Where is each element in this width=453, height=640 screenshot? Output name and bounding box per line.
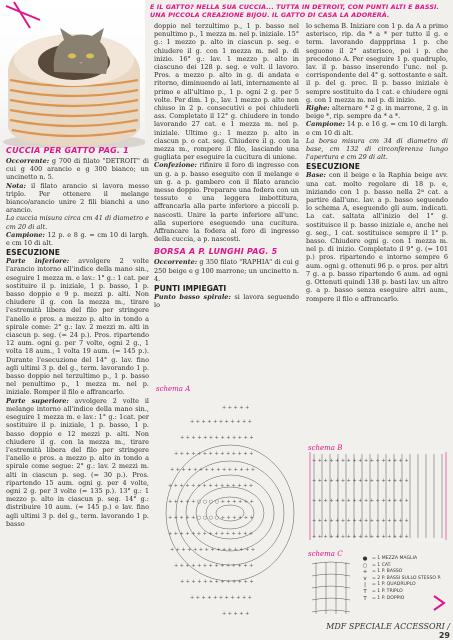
schema-c-chart [306, 558, 356, 618]
svg-text:+ + + + + ○ ○ ○ ○ + + + + + +: + + + + + ○ ○ ○ ○ + + + + + + [168, 515, 254, 521]
legend-symbol: | [364, 582, 366, 589]
svg-text:+ + + + + + + + + + + + +: + + + + + + + + + + + + + [180, 435, 254, 441]
footer-separator: / [444, 622, 450, 631]
punto-paragraph [154, 293, 299, 309]
legend-label: = 1 MEZZA MAGLIA [372, 556, 418, 561]
column-1 [6, 146, 149, 528]
misura-bag-text: La borsa misura cm 34 di diametro di base, cm 132 di circonferenza lungo l'apertura e cm 29 di alt. [306, 136, 448, 162]
confezione-label: Confezione: [154, 161, 197, 170]
svg-text:+ + + + + ○ ○ ○ ○ + + + + + +: + + + + + ○ ○ ○ ○ + + + + + + [168, 499, 254, 505]
next-page-arrow-icon [432, 594, 446, 612]
campione-bag-label: Campione: [306, 120, 345, 129]
occorrente-bag-label: Occorrente: [154, 258, 198, 267]
legend-symbol: T [363, 588, 367, 595]
schema-b-diagram [306, 452, 450, 546]
svg-text:+ + + + +: + + + + + [222, 611, 250, 617]
confezione-paragraph [154, 161, 299, 243]
legend-row [358, 582, 448, 589]
punto-label: Punto basso spirale: [154, 293, 231, 302]
svg-text:+ + + + + + + + + + +: + + + + + + + + + + + [190, 419, 252, 425]
occorrente-label: Occorrente: [6, 157, 50, 165]
legend-label: = 1 CAT. [372, 562, 392, 568]
column-3 [306, 22, 448, 303]
punti-heading: PUNTI IMPIEGATI [154, 284, 227, 294]
parte-inferiore-text: avvolgere 2 volte l'arancio intorno all'indice della mano sin., eseguire 1 mezza m. e lav.: 1° g.: 1 cat. per sostituire il p. iniziale, 1 p. basso, 1 p. basso doppio e 9 p. mezzi p. alti. Non chiudere il g. con la mezza m., tirare l'estremità libera del filo per stringere l'anello e pros. a mezzo p. alto in tondo a spirale come: 2° g.: lav. 2 mezzi m. alti in ciascun p. seg. (= 24 p.). Pros. ripartendo 12 aum. ogni g. per 7 volte, ogni 2 g., 1 volta 18 aum., 1 volta 19 aum. (= 145 p.). Durante l'esecuzione del 14° g. lav. fino agli ultimi 3 p. del g., term. lavorando 1 p. basso doppio nel terzultimo p., 1 p. basso nel penultimo p., 1 mezza m. nel p. iniziale. Romper il filo e affrancarlo. [6, 257, 149, 397]
legend-symbol: T [363, 595, 367, 602]
occorrente-bag-text: g 350 filato "RAPHIA" di cui g 250 beige e g 100 marrone; un uncinetto n. 4. [154, 258, 299, 283]
svg-text:+ + + + + + + + + + + + + +: + + + + + + + + + + + + + + [174, 451, 254, 457]
legend-symbol: + [362, 569, 368, 576]
article-title-bag: BORSA A P. LUNGHI PAG. 5 [154, 247, 278, 257]
righe-text: alternare * 2 g. in marrone, 2 g. in beige *, rip. sempre da * a *. [306, 104, 448, 121]
column-2 [154, 22, 299, 310]
campione-text: 12 p. e 8 g. = cm 10 di largh. e cm 10 di alt. [6, 230, 149, 248]
schema-b-label: schema B [308, 444, 343, 452]
esecuzione-bag-heading: ESECUZIONE [306, 162, 360, 172]
schema-c-label: schema C [308, 550, 343, 558]
parte-inferiore-label: Parte inferiore: [6, 257, 70, 266]
parte-superiore-paragraph [6, 397, 149, 528]
occorrente-bag-paragraph [154, 258, 299, 283]
svg-text:+ + + + + + + + + + + + + + +: + + + + + + + + + + + + + + + [168, 531, 254, 537]
base-label: Base: [306, 171, 326, 180]
parte-superiore-text: avvolgere 2 volte il melange intorno all'indice della mano sin., eseguire 1 mezza m. e lav.: 1° g.: 1cat. per sostituire il p. iniziale, 1 p. basso, 1 p. basso doppio e 12 mezzi p. alti. Non chiudere il g. con la mezza m., tirare l'estremità libera del filo per stringere l'anello e pros. a mezzo p. alto in tondo a spirale come segue: 2° g.: lav. 2 mezzi m. alti in ciascun p. seg. (= 30 p.). Pros. ripartendo 15 aum. ogni g. per 4 volte, ogni 2 g. per 3 volte (= 135 p.). 13° g.: 1 mezzo p. alto in ciascun p. seg. 14° g.: distribuire 10 aum. (= 145 p.) e lav. fino agli ultimi 3 p. del g., term. lavorando 1 p. basso [6, 396, 149, 528]
schema-c-diagram [306, 558, 356, 622]
cat-bed-photo [0, 0, 145, 148]
base-paragraph [306, 171, 448, 302]
svg-text:+ + + + + + + + + + + + +: + + + + + + + + + + + + + [180, 579, 254, 585]
article-title-cat-bed: CUCCIA PER GATTO PAG. 1 [6, 146, 129, 155]
esecuzione-heading: ESECUZIONE [6, 248, 60, 258]
svg-text:+ + + + + + + + + + + + + + +: + + + + + + + + + + + + + + + + + [312, 534, 409, 540]
legend-row [358, 569, 448, 576]
legend-symbol: ○ [362, 562, 368, 569]
parte-superiore-label: Parte superiore: [6, 396, 69, 405]
legend-label: = 1 P. TRIPLO [372, 588, 403, 594]
legend-label: = 1 P. BASSO [372, 569, 403, 575]
svg-text:+ + + + + + + + + + + + + + +: + + + + + + + + + + + + + + + + + [312, 478, 409, 484]
svg-text:+ + + + + + + + + + + + + + +: + + + + + + + + + + + + + + + + + [312, 518, 409, 524]
confezione-text: rifinire il foro di ingresso con un g. a p. basso eseguito con il melange e un g. a p. gambero con il filato arancio messo doppio. Preparare una fodera con un tessuto e una leggera imbottitura, affrancarla alla parte inferiore a piccoli p. nascosti. Unire la parte inferiore all'unc. alla superiore eseguendo una cucitura. Affrancare la fodera al foro di ingresso della cuccia, a p. nascosti. [154, 161, 299, 244]
magazine-name: MDF SPECIALE ACCESSORI [326, 622, 445, 631]
base-text: con il beige e la Raphia beige avv. una cat. molto regolare di 18 p. e, iniziando con 1 p. basso nella 2ª cat. a partire dall'unc. lav. a p. basso seguendo lo schema A, eseguendo gli aum. indicati. La cat. saltata all'inizio del 1° g. sostituisce il p. basso iniziale e, anche nei g. seg., 1 cat. sostituisce sempre il 1° p. basso. Chiudere ogni g. con 1 mezza m. nel p. di inizio. Completato il 9° g. (= 101 p.) pros. ripartendo e intorno sempre 6 aum. ogni g. ottenuti 96 p. e pros. per altri 7 g. a p. basso ripartendo 6 aum. ad ogni g. Ottenuti quindi 138 p. basti lav. un altro g. a p. basso senza eseguire altri aum., rompere il filo e affrancarlo. [306, 171, 448, 303]
schema-b-instructions: lo schema B. Iniziare con 1 p. da A a primo asterisco, rip. da * a * per tutto il g. e term. lavorando dappprima 1 p. che seguono il 2° asterisco, poi i p. che precedono A. Per eseguire 1 p. quadruplo, lav. il p. basso inserendo l'unc. nel p. corrispondente del 4° g. sottostante e salt. il p. del g. prec. Il p. basso iniziale è sempre sostituito da 1 cat. e chiudere ogni g. con 1 mezza m. nel p. di inizio. [306, 22, 448, 104]
svg-text:+ + + + + + + + + + + + + + +: + + + + + + + + + + + + + + + [168, 483, 254, 489]
header-banner: E IL GATTO? NELLA SUA CUCCIA... TUTTA IN DETROIT, CON PUNTI ALTI E BASSI. UNA PICCOLA CREAZIONE BIJOU. IL GATTO DI CASA LA ADORERÀ. [150, 3, 440, 19]
schema-b-chart [306, 452, 450, 542]
continued-text: doppio nel terzultimo p., 1 p. basso nel penultimo p., 1 mezza m. nel p. iniziale. 15° g.: 1 mezzo p. alto in ciascun p. seg. e chiudere il g. con 1 mezza m. nel p. di inizio. 16° g.: lav. 1 mezzo p. alto in ciascuno dei 128 p. seg. e volt. il lavoro. Pros. a mezzo p. alto in g. di andata e ritorno, diminuendo ai lati, internamente al primo e all'ultimo p., 1 p. ogni 2 g. per 5 volte. Per dim. 1 p., lav. 1 mezzo p. alto non chiuso in 2 p. consecutivi e poi chiuderli ass. Completato il 12° g. chiudere in tondo lavorando 27 cat. e 1 mezza m. nel p. iniziale. Ultimo g.: 1 mezzo p. alto in ciascun p. o cat. seg. Chiudere il g. con la mezza m., rompere il filo, lasciando una gugliata per eseguire la cucitura di unione. [154, 22, 299, 162]
schema-a-chart [160, 393, 300, 623]
legend-label: = 1 P. DOPPIO [372, 595, 405, 601]
legend-label: = 1 P. QUADRUPLO [372, 582, 416, 588]
schema-a-label: schema A [156, 385, 191, 393]
occorrente-text: g 700 di filato "DETROIT" di cui g 400 arancio e g 300 bianco; un uncinetto n. 5. [6, 157, 149, 182]
nota-label: Nota: [6, 181, 26, 190]
occorrente-paragraph [6, 157, 149, 182]
svg-text:+ + + + + + + + + + + + + + +: + + + + + + + + + + + + + + + [170, 467, 256, 473]
nota-text: il filato arancio si lavora messo triplo. Per ottenere il melange bianco/arancio unire 2 fili bianchi a uno arancio. [6, 181, 149, 215]
campione-bag-text: 14 p. e 16 g. = cm 10 di largh. e cm 10 di alt. [306, 120, 448, 137]
campione-bag-paragraph [306, 120, 448, 136]
page-footer [318, 622, 450, 640]
svg-text:+ + + + + + + + + + + + + + +: + + + + + + + + + + + + + + + + + [312, 498, 409, 504]
parte-inferiore-paragraph [6, 257, 149, 396]
legend-symbol: ⋎ [362, 575, 368, 582]
punto-text: si lavora seguendo lo [154, 293, 299, 310]
misura-text: La cuccia misura circa cm 41 di diametro e cm 20 di alt. [6, 214, 149, 231]
svg-text:+ + + + +: + + + + + [222, 405, 250, 411]
page-number: 29 [438, 631, 450, 640]
righe-paragraph [306, 104, 448, 120]
svg-text:+ + + + + + + + + + + + + + +: + + + + + + + + + + + + + + + + + [312, 458, 409, 464]
legend-label: = 2 P. BASSI SULLO STESSO P. [372, 575, 441, 581]
svg-text:+ + + + + + + + + + + + + +: + + + + + + + + + + + + + + [174, 563, 254, 569]
cat-bed-illustration [0, 0, 145, 148]
righe-label: Righe: [306, 104, 330, 113]
campione-label: Campione: [6, 230, 45, 239]
nota-paragraph [6, 182, 149, 215]
campione-paragraph [6, 231, 149, 247]
svg-text:+ + + + + + + + + + +: + + + + + + + + + + + [190, 595, 252, 601]
svg-text:+ + + + + + + + + + + + + + +: + + + + + + + + + + + + + + + [170, 547, 256, 553]
schema-a-diagram [160, 393, 300, 627]
legend-row [358, 556, 448, 563]
legend-symbol: ● [362, 556, 368, 562]
